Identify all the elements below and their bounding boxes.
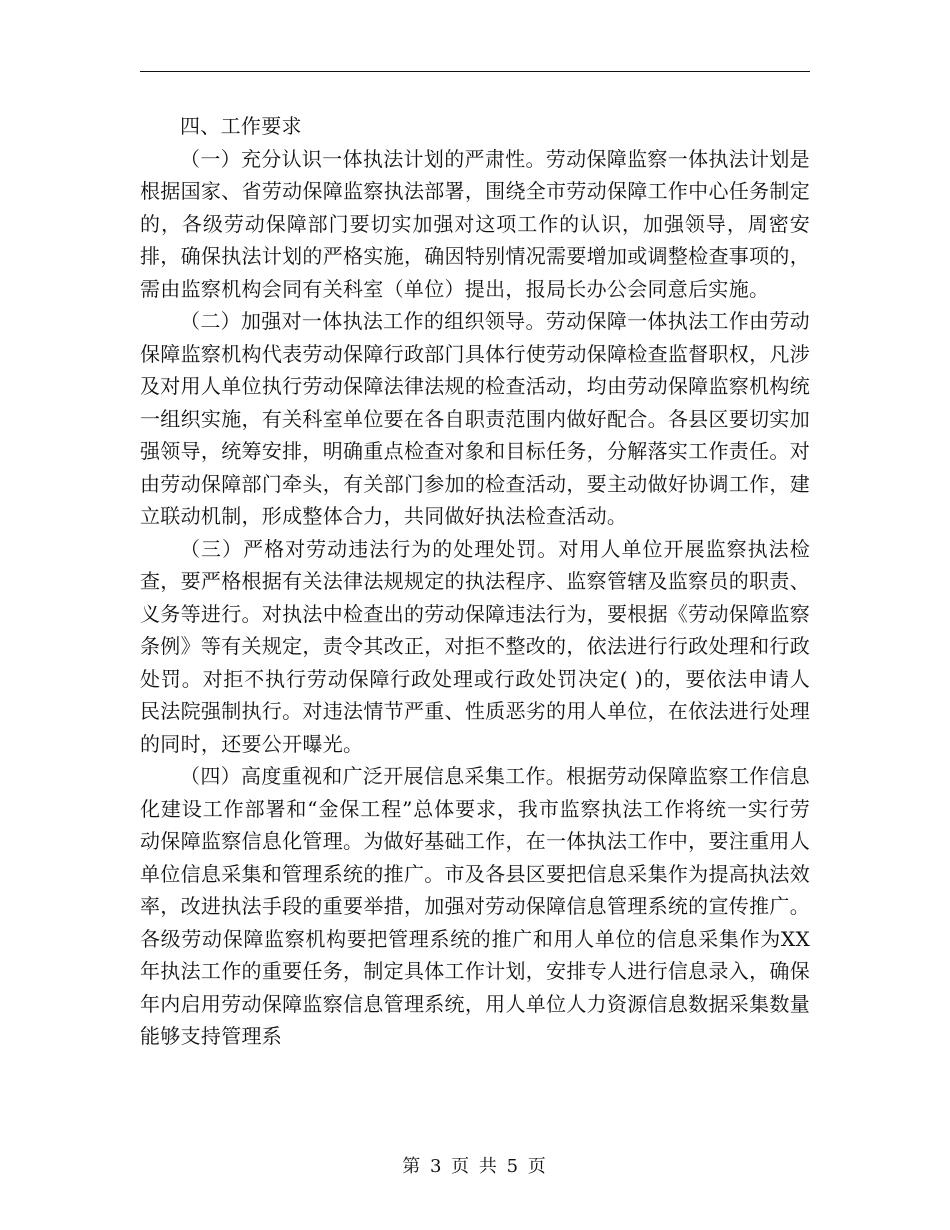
section-heading: 四、工作要求: [180, 114, 302, 138]
header-rule: [140, 71, 810, 72]
document-body: [140, 110, 810, 1053]
paragraph-2: （二）加强对一体执法工作的组织领导。劳动保障一体执法工作由劳动保障监察机构代表劳动保障行政部门具体行使劳动保障检查监督职权，凡涉及对用人单位执行劳动保障法律法规的检查活动，均由劳动保障监察机构统一组织实施，有关科室单位要在各自职责范围内做好配合。各县区要切实加强领导，统筹安排，明确重点检查对象和目标任务，分解落实工作责任。对由劳动保障部门牵头，有关部门参加的检查活动，要主动做好协调工作，建立联动机制，形成整体合力，共同做好执法检查活动。: [140, 309, 810, 528]
paragraph-1: （一）充分认识一体执法计划的严肃性。劳动保障监察一体执法计划是根据国家、省劳动保障监察执法部署，围绕全市劳动保障工作中心任务制定的，各级劳动保障部门要切实加强对这项工作的认识，加强领导，周密安排，确保执法计划的严格实施，确因特别情况需要增加或调整检查事项的，需由监察机构会同有关科室（单位）提出，报局长办公会同意后实施。: [140, 146, 810, 301]
page-number: 第 3 页 共 5 页: [402, 1156, 548, 1177]
paragraph-4: （四）高度重视和广泛开展信息采集工作。根据劳动保障监察工作信息化建设工作部署和“金保工程”总体要求，我市监察执法工作将统一实行劳动保障监察信息化管理。为做好基础工作，在一体执法工作中，要注重用人单位信息采集和管理系统的推广。市及各县区要把信息采集作为提高执法效率，改进执法手段的重要举措，加强对劳动保障信息管理系统的宣传推广。各级劳动保障监察机构要把管理系统的推广和用人单位的信息采集作为XX年执法工作的重要任务，制定具体工作计划，安排专人进行信息录入，确保年内启用劳动保障监察信息管理系统，用人单位人力资源信息数据采集数量能够支持管理系: [140, 764, 810, 1048]
paragraph-3: （三）严格对劳动违法行为的处理处罚。对用人单位开展监察执法检查，要严格根据有关法律法规规定的执法程序、监察管辖及监察员的职责、义务等进行。对执法中检查出的劳动保障违法行为，要根据《劳动保障监察条例》等有关规定，责令其改正，对拒不整改的，依法进行行政处理和行政处罚。对拒不执行劳动保障行政处理或行政处罚决定( )的，要依法申请人民法院强制执行。对违法情节严重、性质恶劣的用人单位，在依法进行处理的同时，还要公开曝光。: [140, 536, 810, 756]
